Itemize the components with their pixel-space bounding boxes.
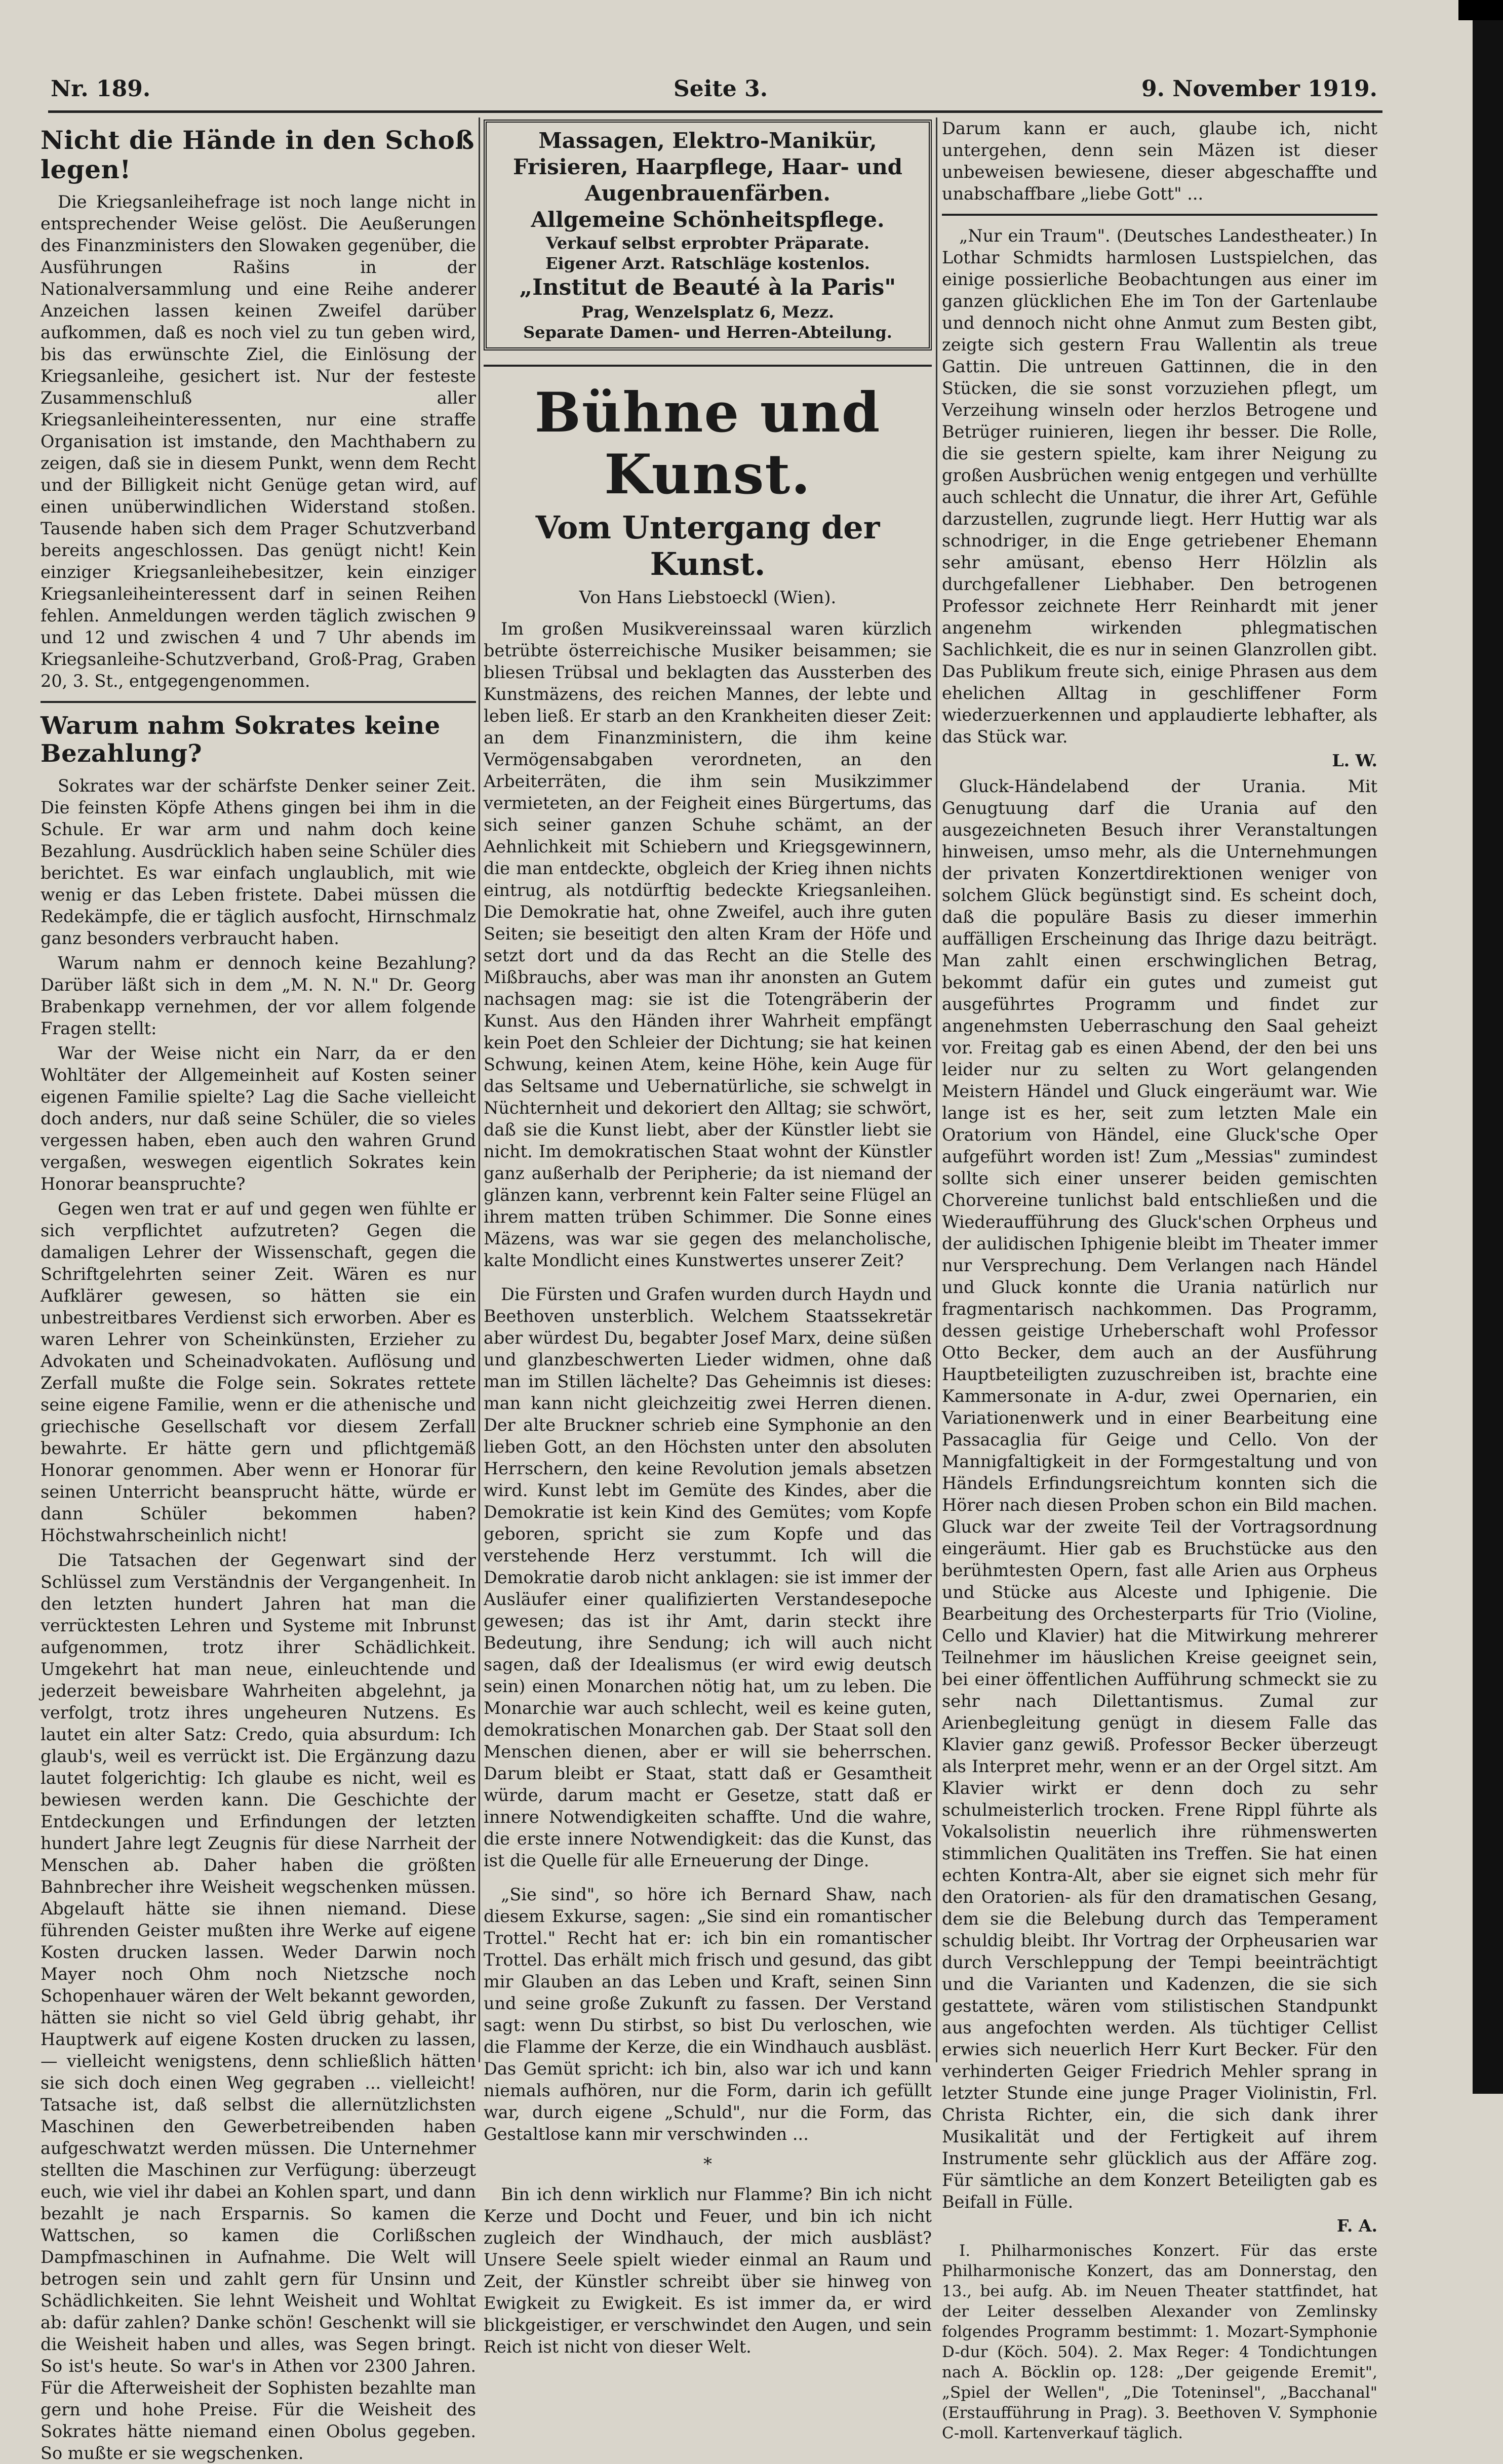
- paragraph: „Nur ein Traum". (Deutsches Landestheater.) In Lothar Schmidts harmlosen Lustspielchen, das einige possierliche Beobachtungen aus einer im ganzen glücklichen Ehe im Ton der Gartenlaube und dennoch nicht ohne Anmut zum Besten gibt, zeigte sich gestern Frau Wallentin als treue Gattin. Die untreuen Gattinnen, die in den Stücken, die sie sonst vorzuziehen pflegt, um Verzeihung winseln oder herzlos Betrogene und Betrüger ruinieren, liegen ihr besser. Die Rolle, die sie gestern spielte, kam ihrer Neigung zu großen Ausbrüchen wenig entgegen und verhüllte auch schlecht die Unnatur, die ihrer Art, Gefühle darzustellen, zugrunde liegt. Herr Huttig war als schnodriger, in die Enge getriebener Ehemann sehr amüsant, ebenso Herr Hölzlin als durchgefallener Liebhaber. Den betrogenen Professor zeichnete Herr Reinhardt mit jener angenehm wirkenden phlegmatischen Sachlichkeit, die es nur in seinen Glanzrollen gibt. Das Publikum freute sich, einige Phrasen aus dem ehelichen Alltag in geschliffener Form wiederzuerkennen und applaudierte lebhafter, als das Stück war.: [942, 226, 1377, 747]
- paragraph: Gegen wen trat er auf und gegen wen fühlte er sich verpflichtet aufzutreten? Gegen die damaligen Lehrer der Wissenschaft, gegen die Schriftgelehrten seiner Zeit. Wären es nur Aufklärer gewesen, so hätten sie ein unbestreitbares Verdienst sich erworben. Aber es waren Lehrer von Scheinkünsten, Erzieher zu Advokaten und Scheinadvokaten. Auflösung und Zerfall mußte die Folge sein. Sokrates rettete seine eigene Familie, wenn er die athenische und griechische Gesellschaft vor diesem Zerfall bewahrte. Er hätte gern und pflichtgemäß Honorar genommen. Aber wenn er Honorar für seinen Unterricht beansprucht hätte, würde er dann Schüler bekommen haben? Höchstwahrscheinlich nicht!: [41, 1199, 476, 1546]
- column-rule: [479, 118, 480, 2062]
- divider: [484, 365, 932, 367]
- section-separator: *: [703, 2154, 712, 2174]
- section-title: Bühne und Kunst.: [534, 381, 881, 506]
- divider: [942, 214, 1377, 216]
- page-number: Seite 3.: [674, 76, 768, 102]
- scan-corner: [1458, 0, 1503, 20]
- column-left: [41, 118, 476, 2463]
- paragraph: Bin ich denn wirklich nur Flamme? Bin ich nicht Kerze und Docht und Feuer, und bin ich nicht zugleich der Windhauch, der mich ausbläst? Unsere Seele spielt wieder einmal an Raum und Zeit, der Künstler schreibt über sie hinweg von Ewigkeit zu Ewigkeit. Es ist immer da, er wird blickgeistiger, er verschwindet den Augen, und sein Reich ist nicht von dieser Welt.: [484, 2184, 932, 2357]
- author-initials: L. W.: [1332, 751, 1377, 770]
- ad-address: Prag, Wenzelsplatz 6, Mezz.: [581, 302, 835, 322]
- issue-number: Nr. 189.: [51, 76, 151, 102]
- paragraph: Sokrates war der schärfste Denker seiner Zeit. Die feinsten Köpfe Athens gingen bei ihm in die Schule. Er war arm und nahm doch keine Bezahlung. Ausdrücklich haben seine Schüler dies berichtet. Es war einfach unglaublich, mit wie wenig er das Leben fristete. Dabei müssen die Redekämpfe, die er täglich ausfocht, Hirnschmalz ganz besonders verbraucht haben.: [41, 776, 476, 949]
- page-header: [51, 76, 1377, 106]
- paragraph: Darum kann er auch, glaube ich, nicht untergehen, denn sein Mäzen ist dieser unbeweisen bewiesene, dieser abgeschaffte und unabschaffbare „liebe Gott" ...: [942, 119, 1377, 204]
- advertisement: [484, 120, 932, 350]
- paragraph: „Sie sind", so höre ich Bernard Shaw, nach diesem Exkurse, sagen: „Sie sind ein romantischer Trottel." Recht hat er: ich bin ein romantischer Trottel. Das erhält mich frisch und gesund, das gibt mir Glauben an das Leben und Kraft, seinen Sinn und seine große Zukunft zu fassen. Der Verstand sagt: wenn Du stirbst, so bist Du verloschen, wie die Flamme der Kerze, die ein Windhauch ausbläst. Das Gemüt spricht: ich bin, also war ich und kann niemals aufhören, nur die Form, darin ich gefüllt war, durch eigene „Schuld", nur die Form, das Gestaltlose kann mir verschwinden ...: [484, 1885, 932, 2144]
- ad-institute-name: „Institut de Beauté à la Paris": [519, 275, 896, 300]
- paragraph: Die Tatsachen der Gegenwart sind der Schlüssel zum Verständnis der Vergangenheit. In den letzten hundert Jahren hat man die verrücktesten Lehren und Systeme mit Inbrunst aufgenommen, trotz ihrer Schädlichkeit. Umgekehrt hat man neue, einleuchtende und jederzeit beweisbare Wahrheiten abgelehnt, ja verfolgt, trotz ihres ungeheuren Nutzens. Es lautet ein alter Satz: Credo, quia absurdum: Ich glaub's, weil es verrückt ist. Die Ergänzung dazu lautet folgerichtig: Ich glaube es nicht, weil es bewiesen werden kann. Die Geschichte der Entdeckungen und Erfindungen der letzten hundert Jahre legt Zeugnis für diese Narrheit der Menschen ab. Daher haben die größten Bahnbrecher ihre Weisheit wegschenken müssen. Abgelauft hätte sie ihnen niemand. Diese führenden Geister mußten ihre Werke auf eigene Kosten drucken lassen. Weder Darwin noch Mayer noch Ohm noch Nietzsche noch Schopenhauer wären der Welt bekannt geworden, hätten sie nicht so viel Geld übrig gehabt, ihr Hauptwerk auf eigene Kosten drucken zu lassen, — vielleicht wenigstens, denn schließlich hätten sie sich doch einen Weg gegraben ... vielleicht! Tatsache ist, daß selbst die allernützlichsten Maschinen den Gewerbetreibenden haben aufgeschwatzt werden müssen. Die Unternehmer stellten die Maschinen zur Verfügung: überzeugt euch, wie viel ihr dabei an Kohlen spart, und dann bezahlt je nach Ersparnis. So kamen die Wattschen, so kamen die Corlißschen Dampfmaschinen in Aufnahme. Die Welt will betrogen sein und zahlt gern für Unsinn und Schädlichkeiten. Sie lehnt Weisheit und Wohltat ab: dafür zahlen? Danke schön! Geschenkt will sie die Weisheit haben und alles, was Segen bringt. So ist's heute. So war's in Athen vor 2300 Jahren. Für die Afterweisheit der Sophisten bezahlte man gern und hohe Preise. Für die Weisheit des Sokrates hätte niemand einen Obolus gegeben. So mußte er sie wegschenken.: [41, 1550, 476, 2463]
- ad-tagline: Allgemeine Schönheitspflege.: [531, 207, 885, 232]
- issue-date: 9. November 1919.: [1141, 76, 1377, 102]
- ad-text: Eigener Arzt. Ratschläge kostenlos.: [545, 254, 870, 273]
- column-rule: [936, 118, 937, 2062]
- article-heading: Vom Untergang der Kunst.: [535, 509, 880, 582]
- paragraph: Warum nahm er dennoch keine Bezahlung? Darüber läßt sich in dem „M. N. N." Dr. Georg Brabenkapp vernehmen, der vor allem folgende Fragen stellt:: [41, 953, 476, 1039]
- paragraph: War der Weise nicht ein Narr, da er den Wohltäter der Allgemeinheit auf Kosten seiner eigenen Familie spielte? Lag die Sache vielleicht doch anders, nur daß seine Schüler, die so vieles vergessen haben, eben auch den wahren Grund vergaßen, weswegen eigentlich Sokrates kein Honorar beanspruchte?: [41, 1043, 476, 1194]
- article-heading: Warum nahm Sokrates keine Bezahlung?: [41, 712, 441, 768]
- ad-services: Massagen, Elektro-Manikür, Frisieren, Haarpflege, Haar- und Augenbrauenfärben.: [512, 128, 903, 206]
- column-right: [942, 118, 1377, 2442]
- paragraph: Die Kriegsanleihefrage ist noch lange nicht in entsprechender Weise gelöst. Die Aeußerungen des Finanzministers den Slowaken gegenüber, die Ausführungen Rašins in der Nationalversammlung und eine Reihe anderer Anzeichen lassen keinen Zweifel darüber aufkommen, daß es noch viel zu tun geben wird, bis das erwünschte Ziel, die Einlösung der Kriegsanleihe, gesichert ist. Nur der festeste Zusammenschluß aller Kriegsanleiheinteressenten, nur eine straffe Organisation ist imstande, den Machthabern zu zeigen, daß sie in diesem Punkt, wenn dem Recht und der Billigkeit nicht Genüge getan wird, auf einen unüberwindlichen Widerstand stoßen. Tausende haben sich dem Prager Schutzverband bereits angeschlossen. Das genügt nicht! Kein einziger Kriegsanleihebesitzer, kein einziger Kriegsanleiheinteressent darf in seinen Reihen fehlen. Anmeldungen werden täglich zwischen 9 und 12 und zwischen 4 und 7 Uhr abends im Kriegsanleihe-Schutzverband, Groß-Prag, Graben 20, 3. St., entgegengenommen.: [41, 192, 476, 691]
- header-rule: [48, 110, 1382, 113]
- article-heading: Nicht die Hände in den Schoß legen!: [41, 125, 474, 184]
- scan-edge: [1473, 0, 1503, 2094]
- paragraph: I. Philharmonisches Konzert. Für das erste Philharmonische Konzert, das am Donnerstag, den 13., bei aufg. Ab. im Neuen Theater stattfindet, hat der Leiter desselben Alexander von Zemlinsky folgendes Programm bestimmt: 1. Mozart-Symphonie D-dur (Köch. 504). 2. Max Reger: 4 Tondichtungen nach A. Böcklin op. 128: „Der geigende Eremit", „Spiel der Wellen", „Die Toteninsel", „Bacchanal" (Erstaufführung in Prag). 3. Beethoven V. Symphonie C-moll. Kartenverkauf täglich.: [942, 2242, 1377, 2442]
- ad-text: Verkauf selbst erprobter Präparate.: [546, 233, 869, 253]
- paragraph: Gluck-Händelabend der Urania. Mit Genugtuung darf die Urania auf den ausgezeichneten Besuch ihrer Veranstaltungen hinweisen, umso mehr, als die Unternehmungen der privaten Konzertdirektionen weniger von solchem Glück begünstigt sind. Es scheint doch, daß die populäre Basis zu dieser immerhin auffälligen Erscheinung das Ihrige dazu beiträgt. Man zahlt einen erschwinglichen Betrag, bekommt dafür ein gutes und zumeist gut ausgeführtes Programm und findet zur angenehmsten Ueberraschung den Saal geheizt vor. Freitag gab es einen Abend, der den bei uns leider nur zu selten zu Wort gelangenden Meistern Händel und Gluck eingeräumt war. Wie lange ist es her, seit zum letzten Male ein Oratorium von Händel, eine Gluck'sche Oper aufgeführt worden ist! Zum „Messias" zumindest sollte sich einer unserer beiden gemischten Chorvereine tunlichst bald entschließen und die Wiederaufführung des Gluck'schen Orpheus und der aulidischen Iphigenie bleibt im Theater immer nur Versprechung. Dem Verlangen nach Händel und Gluck konnte die Urania natürlich nur fragmentarisch nachkommen. Das Programm, dessen geistige Urheberschaft wohl Professor Otto Becker, dem auch an der Ausführung Hauptbeteiligten zuzuschreiben ist, brachte eine Kammersonate in A-dur, zwei Opernarien, ein Variationenwerk und in einer Bearbeitung eine Passacaglia für Geige und Cello. Von der Mannigfaltigkeit in der Formgestaltung und von Händels Erfindungsreichtum konnten sich die Hörer nach diesen Proben schon ein Bild machen. Gluck war der zweite Teil der Vortragsordnung eingeräumt. Hier gab es Bruchstücke aus den berühmtesten Opern, fast alle Arien aus Orpheus und Stücke aus Alceste und Iphigenie. Die Bearbeitung des Orchesterparts für Trio (Violine, Cello und Klavier) hat die Mitwirkung mehrerer Teilnehmer im häuslichen Kreise geeignet sein, bei einer öffentlichen Aufführung schmeckt sie zu sehr nach Dilettantismus. Zumal zur Arienbegleitung genügt in diesem Falle das Klavier ganz gewiß. Professor Becker überzeugt als Interpret mehr, wenn er an der Orgel sitzt. Am Klavier wirkt er denn doch zu sehr schulmeisterlich trocken. Frene Rippl führte als Vokalsolistin neuerlich ihre rühmenswerten stimmlichen Qualitäten ins Treffen. Sie hat einen echten Kontra-Alt, aber sie eignet sich mehr für den Oratorien- als für den dramatischen Gesang, dem sie die Belebung durch das Temperament schuldig bleibt. Ihr Vortrag der Orpheusarien war durch Verschleppung der Tempi beeinträchtigt und die Varianten und Kadenzen, die sie sich gestattete, wären vom stilistischen Standpunkt aus angefochten werden. Als tüchtiger Cellist erwies sich neuerlich Herr Kurt Becker. Für den verhinderten Geiger Friedrich Mehler sprang in letzter Stunde eine junge Prager Violinistin, Frl. Christa Richter, ein, die sich dank ihrer Musikalität und der Fertigkeit auf ihrem Instrumente sehr glücklich aus der Affäre zog. Für sämtliche an dem Konzert Beteiligten gab es Beifall in Fülle.: [942, 776, 1377, 2212]
- paragraph: Im großen Musikvereinssaal waren kürzlich betrübte österreichische Musiker beisammen; sie bliesen Trübsal und beklagten das Aussterben des Kunstmäzens, des reichen Mannes, der lebte und leben ließ. Er starb an den Krankheiten dieser Zeit: an dem Finanzministern, die ihm keine Vermögensabgaben verordneten, an den Arbeiterräten, die ihm sein Musikzimmer vermieteten, an der Feigheit eines Bürgertums, das sich seiner ganzen Schuhe schämt, an der Aehnlichkeit mit Schiebern und Kriegsgewinnern, die man entdeckte, obgleich der Krieg ihnen nichts eintrug, als notdürftig bedeckte Kriegsanleihen. Die Demokratie hat, ohne Zweifel, auch ihre guten Seiten; sie beseitigt den alten Kram der Höfe und setzt dort und da das Recht an die Stelle des Mißbrauchs, aber was man ihr anonsten an Gutem nachsagen mag: sie ist die Totengräberin der Kunst. Aus den Händen ihrer Wahrheit empfängt kein Poet den Schleier der Dichtung; sie hat keinen Schwung, keinen Atem, keine Höhe, kein Auge für das Seltsame und Uebernatürliche, sie schwelgt in Nüchternheit und dekoriert den Alltag; sie schwört, daß sie die Kunst liebt, aber der Künstler liebt sie nicht. Im demokratischen Staat wohnt der Künstler ganz außerhalb der Peripherie; da ist niemand der glänzen kann, verbrennt kein Falter seine Flügel an ihrem matten trüben Schimmer. Die Sonne eines Mäzens, was war sie gegen des melancholische, kalte Mondlicht eines Kunstwertes unserer Zeit?: [484, 619, 932, 1270]
- byline: Von Hans Liebstoeckl (Wien).: [579, 588, 837, 608]
- divider: [41, 701, 476, 703]
- ad-text: Separate Damen- und Herren-Abteilung.: [523, 323, 892, 342]
- author-initials: F. A.: [1336, 2216, 1377, 2236]
- column-middle: [484, 118, 932, 2357]
- paragraph: Die Fürsten und Grafen wurden durch Haydn und Beethoven unsterblich. Welchem Staatssekretär aber würdest Du, begabter Josef Marx, deine süßen und glanzbeschwerten Lieder widmen, ohne daß man im Stillen lächelte? Das Geheimnis ist dieses: man kann nicht gleichzeitig zwei Herren dienen. Der alte Bruckner schrieb eine Symphonie an den lieben Gott, an den Höchsten unter den absoluten Herrschern, den keine Revolution jemals absetzen wird. Kunst lebt im Gemüte des Kindes, aber die Demokratie ist kein Kind des Gemütes; vom Kopfe geboren, spricht sie zum Kopfe und das verstehende Herz verstummt. Ich will die Demokratie darob nicht anklagen: sie ist immer der Ausläufer einer qualifizierten Verstandesepoche gewesen; das ist ihr Amt, darin steckt ihre Bedeutung, ihre Sendung; ich will auch nicht sagen, daß der Idealismus (er wird ewig deutsch sein) einen Monarchen nötig hat, um zu leben. Die Monarchie war auch schlecht, weil es keine guten, demokratischen Monarchen gab. Der Staat soll den Menschen dienen, aber er will sie beherrschen. Darum bleibt er Staat, statt daß er Gesamtheit würde, darum macht er Gesetze, statt daß er innere Notwendigkeiten schaffte. Und die wahre, die erste innere Notwendigkeit: das die Kunst, das ist die Quelle für alle Erneuerung der Dinge.: [484, 1284, 932, 1870]
